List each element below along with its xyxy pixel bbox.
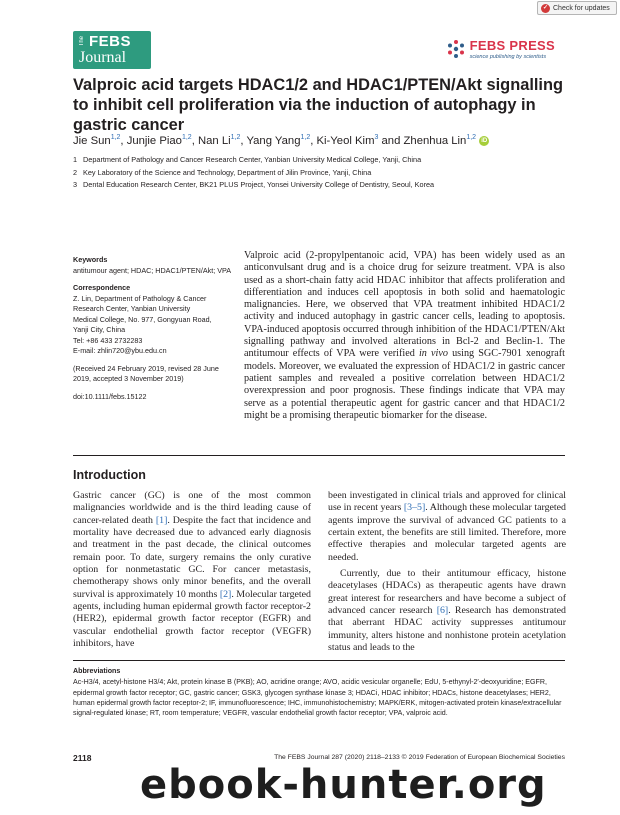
author-4[interactable]: Yang Yang$^{1,2}$ (246, 134, 311, 147)
intro-column-left: Gastric cancer (GC) is one of the most common malignancies worldwide and is the third leading cause of cancer-related death [1]. Despite the fact that incidence and mortality have decreased due to advanced early diagnosis and treatment in the past decade, the clinical outcomes remain poor. To date, surgery remains the only curative option for nonmetastatic GC. For cancer metastasis, chemotherapy shows only minor benefits, and the overall survival is approximately 10 months [2]. Molecular targeted agents, including human epidermal growth factor receptor-2 (HER2), epidermal growth factor receptor (EGFR) and vascular endothelial growth factor receptor (VEGFR) inhibitors, have (73, 490, 311, 650)
affiliation-3: 3 Dental Education Research Center, BK21 PLUS Project, Yonsei University College of Dentistry, Seoul, Korea (73, 180, 435, 189)
author-6[interactable]: Zhenhua Lin$^{1,2}$ (403, 134, 477, 147)
correspondence-email[interactable]: E-mail: zhlin720@ybu.edu.cn (73, 346, 167, 355)
logo-febs: FEBS (89, 33, 132, 50)
check-for-updates-button[interactable] (537, 1, 617, 15)
logo-journal: Journal (79, 49, 127, 66)
correspondence-block: Correspondence Z. Lin, Department of Pathology & Cancer Research Center, Yanbian University Medical College, No. 977, Gongyuan Road, Yanji City, China Tel: +86 433 2732283 E-mail: zhlin720@ybu.edu.cn (73, 283, 233, 357)
affiliation-1: 1 Department of Pathology and Cancer Research Center, Yanbian University Medical College, Yanji, China (73, 155, 422, 164)
check-updates-icon: ✓ (542, 4, 549, 11)
intro-column-right: been investigated in clinical trials and approved for clinical use in recent years [3–5]. Although these molecular targeted agents improve the survival of advanced GC patients to a certain extent, the benefits are still limited. Therefore, more effective therapies and molecular targeted agents are needed. Currently, due to their antitumour efficacy, histone deacetylases (HDACs) as therapeutic agents have drawn great interest for researchers and have become a subject of advanced cancer research [6]. Research has demonstrated that aberrant HDAC activity suppresses antitumour immunity, alters histone and nonhistone protein acetylation status and leads to the (328, 490, 566, 654)
logo-the: The (79, 36, 85, 47)
check-updates-label: Check for updates (553, 4, 610, 12)
citation-link[interactable]: [6] (436, 605, 449, 617)
author-5[interactable]: Ki-Yeol Kim$^3$ (316, 134, 379, 147)
citation-link[interactable]: [1] (155, 514, 168, 526)
received-dates: (Received 24 February 2019, revised 28 June 2019, accepted 3 November 2019) (73, 363, 219, 383)
author-list: Jie Sun$^{1,2}$, Junjie Piao$^{1,2}$, Nan Li$^{1,2}$, Yang Yang$^{1,2}$, Ki-Yeol Kim$^3$ and Zhenhua Lin$^{1,2}$ iD (73, 134, 488, 147)
febs-press-mark-icon (446, 39, 466, 59)
footer-journal-info: The FEBS Journal 287 (2020) 2118–2133 © 2019 Federation of European Biochemical Societies (274, 754, 565, 761)
watermark: ebook-hunter.org (140, 762, 547, 808)
abbreviations: Abbreviations Ac-H3/4, acetyl-histone H3/4; Akt, protein kinase B (PKB); AO, acridine orange; AVO, acidic vesicular organelle; EdU, 5-ethynyl-2′-deoxyuridine; EGFR, epidermal growth factor receptor; GC, gastric cancer; GSK3, glycogen synthase kinase 3; HDACi, HDAC inhibitor; HDACs, histone deacetylases; HER2, human epidermal growth factor receptor-2; IF, immunofluorescence; IHC, immunohistochemistry; MAPK/ERK, mitogen-activated protein kinase/extracellular signal-regulated kinase; RT, room temperature; VEGFR, vascular endothelial growth factor receptor; VPA, valproic acid. (73, 667, 562, 718)
febs-press-logo (446, 38, 555, 60)
keywords-block: Keywords antitumour agent; HDAC; HDAC1/PTEN/Akt; VPA (73, 255, 232, 275)
article-title: Valproic acid targets HDAC1/2 and HDAC1/PTEN/Akt signalling to inhibit cell proliferation via the induction of autophagy in gastric cancer (73, 76, 564, 134)
citation-link[interactable]: [3–5] (403, 502, 426, 514)
abbreviations-divider (73, 660, 565, 661)
section-divider (73, 455, 565, 456)
febs-journal-logo (73, 31, 151, 69)
introduction-heading: Introduction (73, 468, 146, 482)
author-2[interactable]: Junjie Piao$^{1,2}$ (126, 134, 192, 147)
press-name: FEBS PRESS (469, 38, 555, 53)
author-3[interactable]: Nan Li$^{1,2}$ (197, 134, 241, 147)
page-number: 2118 (73, 753, 92, 763)
article-sidebar (73, 255, 233, 409)
orcid-icon[interactable]: iD (481, 137, 488, 144)
affiliations (73, 154, 434, 192)
press-tagline: science publishing by scientists (469, 54, 547, 60)
keywords: antitumour agent; HDAC; HDAC1/PTEN/Akt; VPA (73, 265, 232, 275)
citation-link[interactable]: [2] (219, 588, 232, 600)
affiliation-2: 2 Key Laboratory of the Science and Technology, Department of Jilin Province, Yanji, China (73, 167, 372, 177)
author-1[interactable]: Jie Sun$^{1,2}$ (73, 134, 121, 147)
abstract: Valproic acid (2-propylpentanoic acid, VPA) has been widely used as an anticonvulsant drug and is a choice drug for seizure treatment. VPA is also used as a short-chain fatty acid HDAC inhibitor that affects proliferation and differentiation and induces cell apoptosis in both solid and haematologic malignancies. Here, we observed that VPA treatment inhibited HDAC1/2 activity and induced autophagy in gastric cancer cells, leading to apoptosis. VPA-induced apoptosis occurred through inhibition of the HDAC1/PTEN/Akt signalling pathway and involved alterations in Bcl-2 and Beclin-1. The antitumour effects of VPA were verified in vivo using SGC-7901 xenograft models. Moreover, we evaluated the expression of HDAC1/2 in gastric cancer patient samples and revealed a positive correlation between HDAC1/2 overexpression and poor prognosis. These findings indicate that VPA may serve as a potential therapeutic agent for gastric cancer and that HDAC1/2 might be a promising therapeutic biomarker for the disease. (244, 250, 565, 421)
doi-link[interactable]: doi:10.1111/febs.15122 (73, 391, 147, 401)
